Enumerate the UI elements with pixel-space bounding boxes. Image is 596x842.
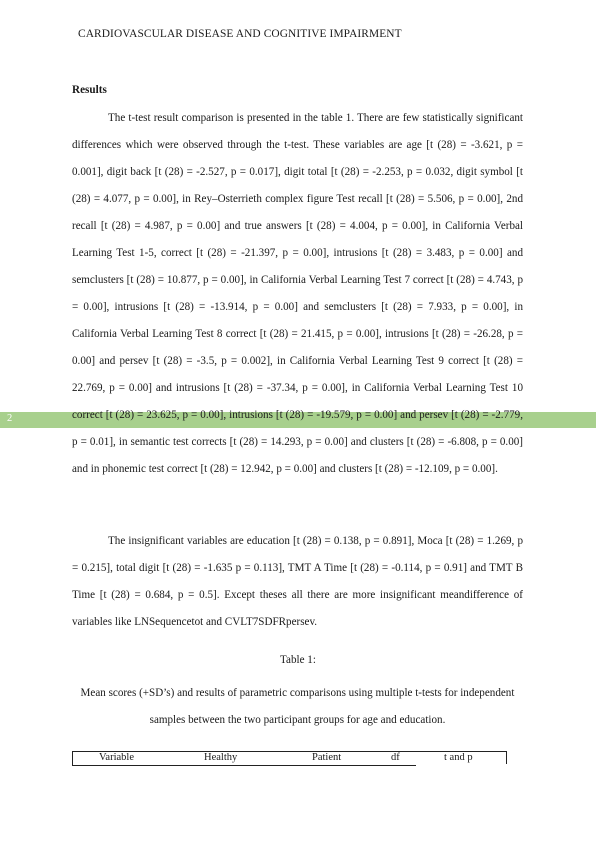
table-right-border — [506, 751, 507, 765]
table-header-healthy: Healthy — [204, 752, 238, 763]
section-heading: Results — [72, 84, 107, 96]
results-paragraph-2: The insignificant variables are education [t (28) = 0.138, p = 0.891], Moca [t (28) = 1.269, p = 0.215], total digit [t (28) = -1.635 p = 0.113], TMT A Time [t (28) = -0.114, p = 0.91] and TMT B Time [t (28) = 0.684, p = 0.5]. Except theses all there are more insignificant meandifference of variables like LNSequencetot and CVLT7SDFRpersev. — [72, 535, 523, 628]
table-label: Table 1: — [280, 654, 316, 666]
table-header-df: df — [391, 752, 400, 763]
table-header-patient: Patient — [312, 752, 342, 763]
running-head: CARDIOVASCULAR DISEASE AND COGNITIVE IMPAIRMENT — [78, 28, 402, 40]
table-border-gap — [416, 764, 508, 766]
results-paragraph-1: The t-test result comparison is presented in the table 1. There are few statistically significant differences which were observed through the t-test. These variables are age [t (28) = -3.621, p = 0.001], digit back [t (28) = -2.527, p = 0.017], digit total [t (28) = -2.253, p = 0.032, digit symbol [t (28) = 4.077, p = 0.00], in Rey–Osterrieth complex figure Test recall [t (28) = 5.506, p = 0.00], 2nd recall [t (28) = 4.987, p = 0.00] and true answers [t (28) = 4.004, p = 0.00], in California Verbal Learning Test 1-5, correct [t (28) = -21.397, p = 0.00], intrusions [t (28) = 3.483, p = 0.00] and semclusters [t (28) = 10.877, p = 0.00], in California Verbal Learning Test 7 correct [t (28) = 4.743, p = 0.00], intrusions [t (28) = -13.914, p = 0.00] and semclusters [t (28) = 7.933, p = 0.00], in California Verbal Learning Test 8 correct [t (28) = 21.415, p = 0.00], intrusions [t (28) = -26.28, p = 0.00] and persev [t (28) = -3.5, p = 0.002], in California Verbal Learning Test 9 correct [t (28) = 22.769, p = 0.00] and intrusions [t (28) = -37.34, p = 0.00], in California Verbal Learning Test 10 correct [t (28) = 23.625, p = 0.00], intrusions [t (28) = -19.579, p = 0.00] and persev [t (28) = -2.779, p = 0.01], in semantic test corrects [t (28) = 14.293, p = 0.00] and clusters [t (28) = -6.808, p = 0.00] and in phonemic test correct [t (28) = 12.942, p = 0.00] and clusters [t (28) = -12.109, p = 0.00]. — [72, 112, 523, 475]
table-header-variable: Variable — [99, 752, 134, 763]
line-number: 2 — [7, 413, 13, 424]
table-caption: Mean scores (+SD’s) and results of parametric comparisons using multiple t-tests for independent samples between the two participant groups for age and education. — [80, 687, 515, 726]
table-header-t-and-p: t and p — [444, 752, 473, 763]
